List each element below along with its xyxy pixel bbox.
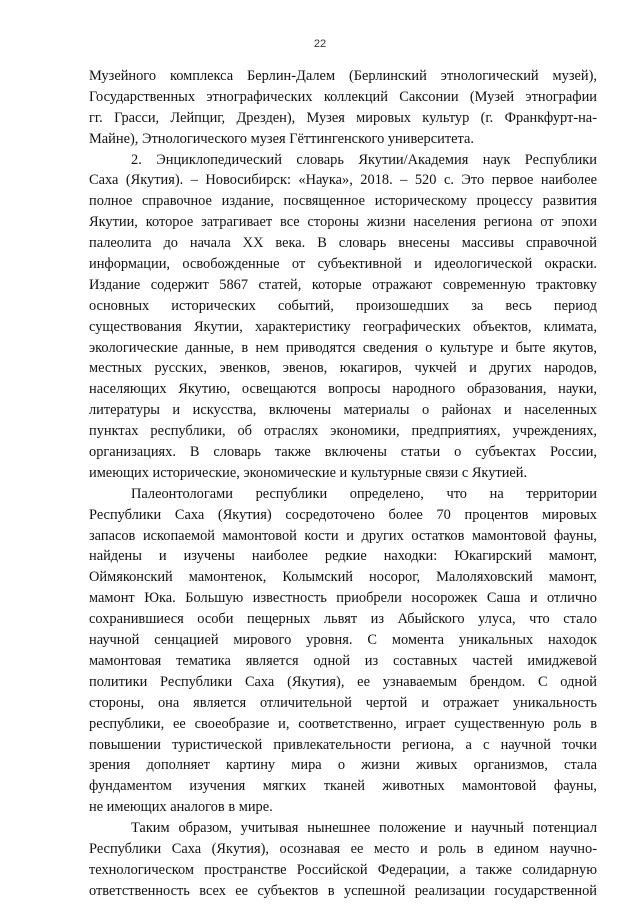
text-line: пунктах республики, об отраслях экономики, предприятиях, учреждениях, bbox=[89, 423, 597, 440]
text-line: мамонтовая тематика является одной из составных частей имиджевой bbox=[89, 652, 597, 669]
text-line: палеолита до начала XX века. В словарь внесены массивы справочной bbox=[89, 235, 597, 252]
text-line: Палеонтологами республики определено, что на территории bbox=[131, 485, 597, 502]
text-line: полное справочное издание, посвященное историческому процессу развития bbox=[89, 193, 597, 210]
text-line: повышении туристической привлекательности региона, а с научной точки bbox=[89, 736, 597, 753]
text-line: информации, освобожденные от субъективной и идеологической окраски. bbox=[89, 256, 597, 273]
text-line: 2. Энциклопедический словарь Якутии/Академия наук Республики bbox=[131, 151, 597, 168]
text-line: найдены и изучены наиболее редкие находки: Юкагирский мамонт, bbox=[89, 548, 597, 565]
text-line: гг. Грасси, Лейпциг, Дрезден), Музея мировых культур (г. Франкфурт-на- bbox=[89, 109, 597, 126]
text-line: местных русских, эвенков, эвенов, юкагиров, чукчей и других народов, bbox=[89, 360, 597, 377]
text-line: технологическом пространстве Российской Федерации, а также солидарную bbox=[89, 861, 597, 878]
text-line: литературы и искусства, включены материалы о районах и населенных bbox=[89, 402, 597, 419]
text-line: республики, ее своеобразие и, соответственно, играет существенную роль в bbox=[89, 715, 597, 732]
text-line: стороны, она является отличительной чертой и отражает уникальность bbox=[89, 694, 597, 711]
text-line: фундаментом изучения мягких тканей животных мамонтовой фауны, bbox=[89, 778, 597, 795]
text-line: запасов ископаемой мамонтовой кости и других остатков мамонтовой фауны, bbox=[89, 527, 597, 544]
text-line: Саха (Якутия). – Новосибирск: «Наука», 2018. – 520 с. Это первое наиболее bbox=[89, 172, 597, 189]
text-line: зрения дополняет картину мира о жизни живых организмов, стала bbox=[89, 757, 597, 774]
text-line: научной сенцацией мирового уровня. С момента уникальных находок bbox=[89, 632, 597, 649]
text-line: ответственность всех ее субъектов в успешной реализации государственной bbox=[89, 882, 597, 899]
text-line: сохранившиеся особи пещерных львят из Абыйского улуса, что стало bbox=[89, 611, 597, 628]
text-line: основных исторических событий, произошедших за весь период bbox=[89, 297, 597, 314]
text-line: Таким образом, учитывая нынешнее положение и научный потенциал bbox=[131, 820, 597, 837]
text-line: Оймяконский мамонтенок, Колымский носорог, Малоляховский мамонт, bbox=[89, 569, 597, 586]
text-line: имеющих исторические, экономические и культурные связи с Якутией. bbox=[89, 464, 528, 481]
text-line: организациях. В словарь также включены статьи о субъектах России, bbox=[89, 444, 597, 461]
page-number: 22 bbox=[313, 38, 327, 50]
body-text bbox=[89, 66, 597, 902]
text-line: политики Республики Саха (Якутия), ее узнаваемым брендом. С одной bbox=[89, 673, 597, 690]
text-line: существования Якутии, характеристику географических объектов, климата, bbox=[89, 318, 597, 335]
text-line: Майне), Этнологического музея Гёттингенского университета. bbox=[89, 130, 474, 147]
text-line: Издание содержит 5867 статей, которые отражают современную трактовку bbox=[89, 276, 597, 293]
text-line: экологические данные, в нем приводятся сведения о культуре и быте якутов, bbox=[89, 339, 597, 356]
text-line: Республики Саха (Якутия) сосредоточено более 70 процентов мировых bbox=[89, 506, 597, 523]
text-line: мамонт Юка. Большую известность приобрели носорожек Саша и отлично bbox=[89, 590, 597, 607]
text-line: не имеющих аналогов в мире. bbox=[89, 799, 273, 816]
text-line: Государственных этнографических коллекций Саксонии (Музей этнографии bbox=[89, 88, 597, 105]
text-line: Якутии, которое затрагивает все стороны жизни населения региона от эпохи bbox=[89, 214, 597, 231]
text-line: Республики Саха (Якутия), осознавая ее место и роль в едином научно- bbox=[89, 840, 597, 857]
text-line: Музейного комплекса Берлин-Далем (Берлинский этнологический музей), bbox=[89, 68, 597, 84]
text-line: населяющих Якутию, освещаются вопросы народного образования, науки, bbox=[89, 381, 597, 398]
